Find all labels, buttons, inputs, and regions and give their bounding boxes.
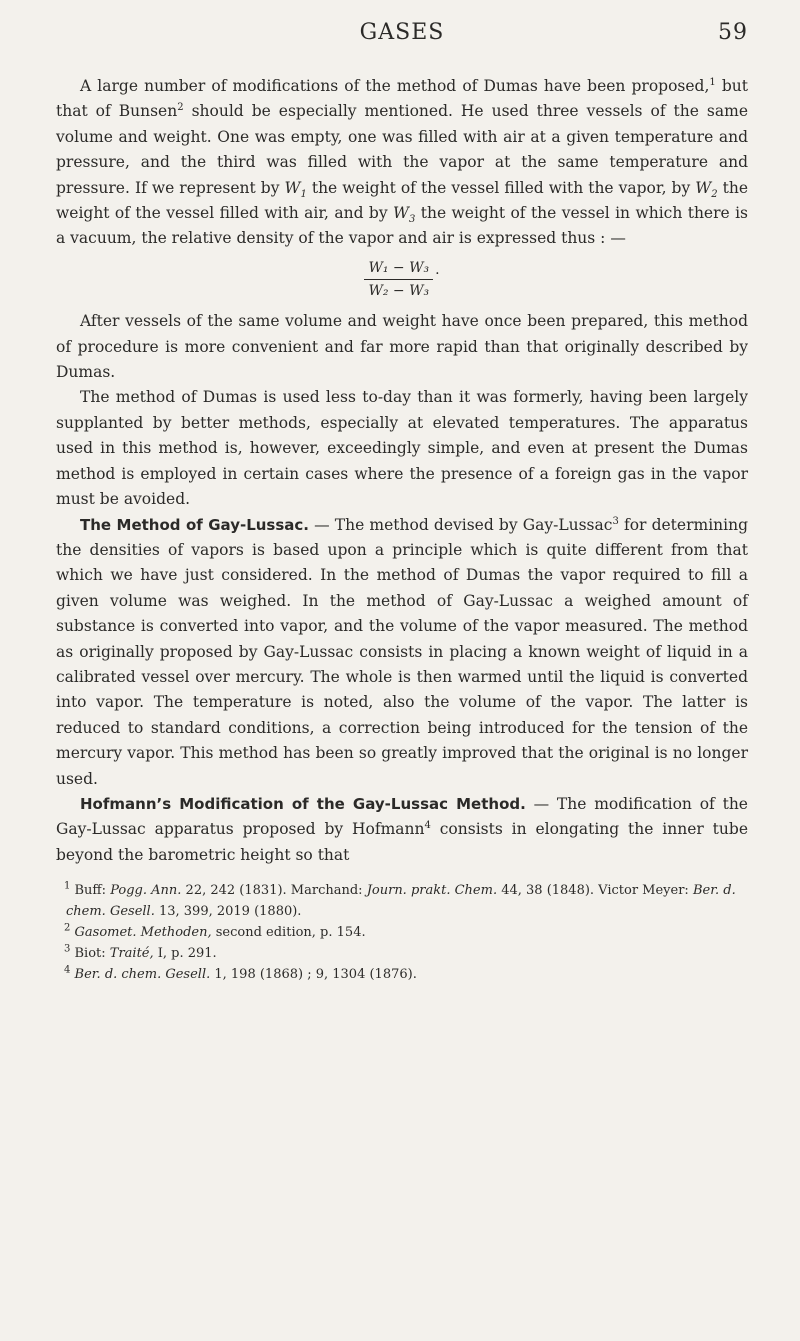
- footnote-2: $^2$ Gasomet. Methoden, second edition, p. 154.: [64, 922, 366, 941]
- footnote-1: $^1$ Buff: Pogg. Ann. 22, 242 (1831). Marchand: Journ. prakt. Chem. 44, 38 (1848). Victor Meyer: Ber. d. chem. Gesell. 13, 399, 2019 (1880).: [64, 880, 736, 920]
- footnote-3: $^3$ Biot: Traité, I, p. 291.: [64, 943, 217, 962]
- section-heading-gay-lussac: The Method of Gay-Lussac.: [80, 515, 309, 534]
- paragraph-convenience: After vessels of the same volume and weight have once been prepared, this method of procedure is more convenient and far more rapid than that originally described by Dumas.: [56, 312, 748, 382]
- symbol-w1: $W_1$: [284, 178, 307, 200]
- footnotes: [56, 880, 748, 985]
- page-number: 59: [718, 20, 748, 45]
- formula-period: .: [435, 261, 440, 278]
- paragraph-dumas-usage: The method of Dumas is used less to-day than it was formerly, having been largely supplanted by better methods, especially at elevated temperatures. The apparatus used in this method is, however, exceedingly simple, and even at present the Dumas method is employed in certain cases where the presence of a foreign gas in the vapor must be avoided.: [56, 388, 748, 509]
- fraction-denominator: W₂ − W₃: [368, 282, 430, 299]
- paragraph-gay-lussac-method: The Method of Gay-Lussac. — The method devised by Gay-Lussac$^3$ for determining the densities of vapors is based upon a principle which is quite different from that which we have just considered. In the method of Dumas the vapor required to fill a given volume was weighed. In the method of Gay-Lussac a weighed amount of substance is converted into vapor, and the volume of the vapor measured. The method as originally proposed by Gay-Lussac consists in placing a known weight of liquid in a calibrated vessel over mercury. The whole is then warmed until the liquid is converted into vapor. The temperature is noted, also the volume of the vapor. The latter is reduced to standard conditions, a correction being introduced for the tension of the mercury vapor. This method has been so greatly improved that the original is no longer used.: [56, 515, 748, 788]
- running-head: [56, 16, 748, 50]
- paragraph-bunsen-method: A large number of modifications of the method of Dumas have been proposed,$^1$ but that of Bunsen$^2$ should be especially mentioned. He used three vessels of the same volume and weight. One was empty, one was filled with air at a given temperature and pressure, and the third was filled with the vapor at the same temperature and pressure. If we represent by $W_1$ the weight of the vessel filled with the vapor, by $W_2$ the weight of the vessel filled with air, and by $W_3$ the weight of the vessel in which there is a vacuum, the relative density of the vapor and air is expressed thus : —: [56, 76, 749, 248]
- fraction-numerator: W₁ − W₃: [364, 258, 433, 280]
- density-formula: [56, 258, 748, 301]
- footnote-ref-2[interactable]: 2: [177, 102, 184, 114]
- footnote-ref-3[interactable]: 3: [612, 515, 619, 527]
- footnote-ref-4[interactable]: 4: [424, 820, 431, 832]
- paragraph-hofmann-modification: Hofmann’s Modification of the Gay-Lussac Method. — The modification of the Gay-Lussac apparatus proposed by Hofmann$^4$ consists in elongating the inner tube beyond the barometric height so that: [56, 794, 748, 864]
- fraction: [364, 258, 433, 301]
- footnote-ref-1[interactable]: 1: [709, 76, 716, 88]
- section-heading-hofmann: Hofmann’s Modification of the Gay-Lussac Method.: [80, 794, 526, 813]
- symbol-w3: $W_3$: [393, 204, 416, 226]
- footnote-4: $^4$ Ber. d. chem. Gesell. 1, 198 (1868) ; 9, 1304 (1876).: [64, 964, 417, 983]
- running-title: GASES: [359, 20, 445, 45]
- body-text: [56, 74, 748, 868]
- symbol-w2: $W_2$: [695, 178, 718, 200]
